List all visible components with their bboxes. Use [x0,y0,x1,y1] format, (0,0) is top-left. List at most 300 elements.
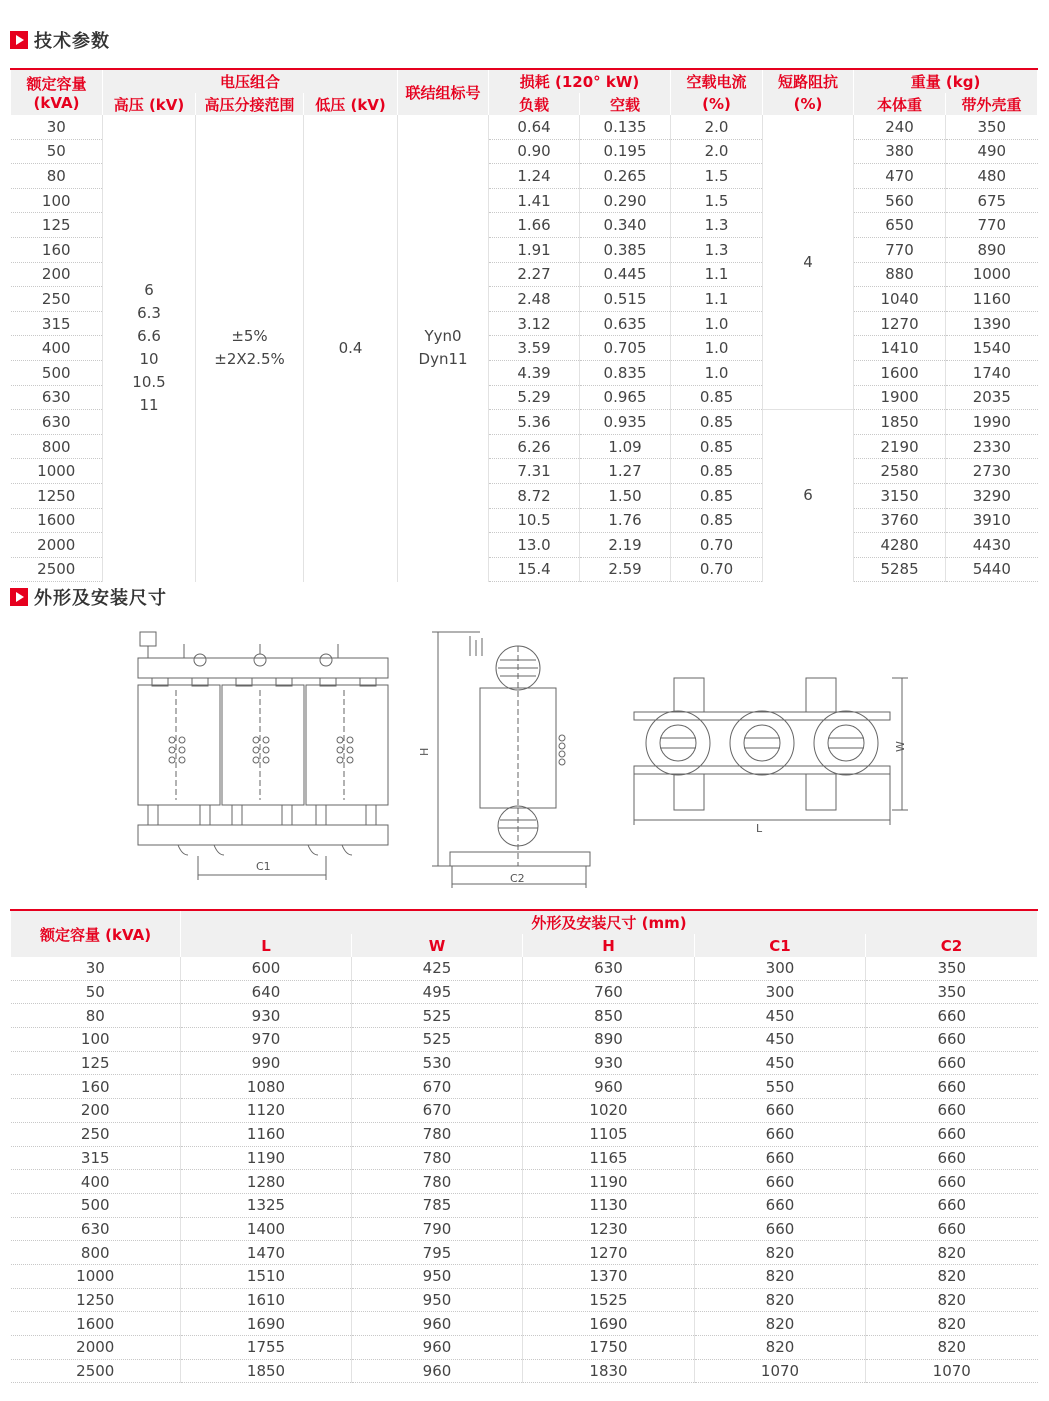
cell-enclosed-weight: 4430 [946,533,1038,558]
cell-noload-current: 0.85 [671,385,763,410]
header-noload-loss: 空载 [580,93,671,115]
cell-capacity: 200 [11,262,103,287]
cell-impedance: 4 [763,115,854,410]
cell-capacity: 80 [11,164,103,189]
header-c2: C2 [866,934,1038,957]
cell-h: 1270 [523,1241,695,1265]
cell-body-weight: 1410 [854,336,946,361]
table-row [11,1264,1038,1288]
cell-c2: 660 [866,1004,1038,1028]
cell-capacity: 1600 [11,508,103,533]
cell-noload-loss: 0.835 [580,360,671,385]
cell-c1: 660 [695,1099,866,1123]
table-row [11,1359,1038,1383]
cell-noload-current: 1.1 [671,262,763,287]
header-load-loss: 负载 [489,93,580,115]
cell-cap: 1000 [11,1264,181,1288]
cell-c1: 820 [695,1336,866,1360]
cell-noload-loss: 0.135 [580,115,671,139]
merged-value: 10 [139,350,159,369]
merged-value: ±5% [231,327,268,346]
cell-capacity: 315 [11,311,103,336]
merged-value: 6.6 [137,327,161,346]
cell-load-loss: 1.91 [489,237,580,262]
header-rated-capacity: 额定容量 (kVA) [11,910,181,957]
cell-c1: 450 [695,1004,866,1028]
cell-c1: 820 [695,1264,866,1288]
cell-c1: 660 [695,1217,866,1241]
side-view-drawing [420,626,600,888]
cell-cap: 315 [11,1146,181,1170]
cell-noload-current: 0.85 [671,483,763,508]
section-title-dimensions [10,585,167,609]
cell-h: 1690 [523,1312,695,1336]
header-voltage-group: 电压组合 [103,69,398,93]
cell-c1: 660 [695,1146,866,1170]
table-row [11,957,1038,980]
cell-l: 1190 [181,1146,352,1170]
header-loss: 损耗 (120° kW) [489,69,671,93]
cell-c2: 820 [866,1288,1038,1312]
header-rated-capacity [11,69,103,115]
cell-cap: 50 [11,980,181,1004]
cell-body-weight: 4280 [854,533,946,558]
cell-enclosed-weight: 3910 [946,508,1038,533]
outline-drawings [0,620,1049,900]
cell-enclosed-weight: 3290 [946,483,1038,508]
cell-body-weight: 650 [854,213,946,238]
cell-body-weight: 880 [854,262,946,287]
cell-h: 1750 [523,1336,695,1360]
cell-c2: 1070 [866,1359,1038,1383]
header-impedance-unit: (%) [763,93,854,115]
cell-enclosed-weight: 350 [946,115,1038,139]
cell-h: 1370 [523,1264,695,1288]
table-row [11,1193,1038,1217]
cell-noload-loss: 0.515 [580,287,671,312]
cell-noload-current: 0.85 [671,508,763,533]
cell-load-loss: 0.64 [489,115,580,139]
cell-impedance: 6 [763,410,854,582]
cell-w: 780 [352,1122,523,1146]
cell-capacity: 1000 [11,459,103,484]
cell-enclosed-weight: 5440 [946,557,1038,582]
cell-noload-loss: 1.50 [580,483,671,508]
cell-body-weight: 3760 [854,508,946,533]
cell-c1: 550 [695,1075,866,1099]
cell-h: 1830 [523,1359,695,1383]
cell-enclosed-weight: 675 [946,188,1038,213]
cell-cap: 160 [11,1075,181,1099]
cell-h: 1190 [523,1170,695,1194]
merged-value: 10.5 [132,373,166,392]
cell-enclosed-weight: 1540 [946,336,1038,361]
cell-capacity: 800 [11,434,103,459]
cell-capacity: 50 [11,139,103,164]
cell-l: 1510 [181,1264,352,1288]
dim-label-c1: C1 [256,860,271,873]
header-noload-current: 空载电流 [671,69,763,93]
cell-capacity: 30 [11,115,103,139]
cell-noload-current: 0.85 [671,434,763,459]
cell-c2: 820 [866,1264,1038,1288]
cell-l: 1120 [181,1099,352,1123]
cell-w: 670 [352,1075,523,1099]
table-row [11,1004,1038,1028]
section-title-tech-params [10,28,110,52]
play-arrow-icon [10,31,28,49]
table-row [11,1122,1038,1146]
cell-noload-loss: 0.635 [580,311,671,336]
merged-value: 6.3 [137,304,161,323]
merged-value: ±2X2.5% [214,350,285,369]
cell-w: 525 [352,1028,523,1052]
cell-l: 640 [181,980,352,1004]
cell-h: 1105 [523,1122,695,1146]
cell-enclosed-weight: 490 [946,139,1038,164]
cell-c2: 350 [866,980,1038,1004]
cell-c1: 820 [695,1288,866,1312]
cell-load-loss: 3.12 [489,311,580,336]
cell-enclosed-weight: 770 [946,213,1038,238]
header-noload-current-unit: (%) [671,93,763,115]
cell-enclosed-weight: 1000 [946,262,1038,287]
cell-body-weight: 1600 [854,360,946,385]
table-row [11,1241,1038,1265]
cell-c2: 660 [866,1028,1038,1052]
cell-h: 960 [523,1075,695,1099]
cell-l: 1610 [181,1288,352,1312]
cell-l: 1160 [181,1122,352,1146]
cell-noload-loss: 0.265 [580,164,671,189]
cell-body-weight: 1270 [854,311,946,336]
cell-noload-current: 1.3 [671,213,763,238]
cell-enclosed-weight: 890 [946,237,1038,262]
cell-noload-current: 1.3 [671,237,763,262]
cell-noload-loss: 0.705 [580,336,671,361]
cell-cap: 2000 [11,1336,181,1360]
cell-noload-current: 2.0 [671,115,763,139]
cell-noload-current: 1.0 [671,336,763,361]
table-row [11,1075,1038,1099]
dim-label-w: W [894,741,907,752]
table-row [11,1288,1038,1312]
cell-c2: 660 [866,1193,1038,1217]
dimensions-body [11,957,1038,1383]
cell-load-loss: 0.90 [489,139,580,164]
cell-capacity: 250 [11,287,103,312]
cell-noload-loss: 0.340 [580,213,671,238]
cell-noload-loss: 0.965 [580,385,671,410]
table-row [11,1217,1038,1241]
cell-l: 1850 [181,1359,352,1383]
header-unit: (kVA) [33,94,80,112]
cell-enclosed-weight: 2730 [946,459,1038,484]
cell-noload-loss: 0.935 [580,410,671,435]
cell-noload-current: 1.1 [671,287,763,312]
cell-h: 1020 [523,1099,695,1123]
cell-body-weight: 560 [854,188,946,213]
cell-noload-loss: 0.290 [580,188,671,213]
cell-w: 495 [352,980,523,1004]
top-view-drawing [630,670,915,840]
table-row [11,1170,1038,1194]
cell-cap: 1600 [11,1312,181,1336]
cell-c2: 820 [866,1312,1038,1336]
cell-l: 1280 [181,1170,352,1194]
cell-noload-current: 0.70 [671,533,763,558]
cell-cap: 80 [11,1004,181,1028]
cell-load-loss: 15.4 [489,557,580,582]
cell-h: 1230 [523,1217,695,1241]
cell-load-loss: 1.41 [489,188,580,213]
cell-h: 1165 [523,1146,695,1170]
cell-c2: 660 [866,1051,1038,1075]
cell-w: 960 [352,1359,523,1383]
cell-tap-range [196,115,304,582]
cell-c1: 1070 [695,1359,866,1383]
header-h: H [523,934,695,957]
cell-w: 950 [352,1264,523,1288]
cell-cap: 125 [11,1051,181,1075]
cell-w: 785 [352,1193,523,1217]
merged-value: Dyn11 [418,350,468,369]
cell-lv: 0.4 [304,115,398,582]
merged-value: 6 [144,281,154,300]
cell-l: 1690 [181,1312,352,1336]
cell-body-weight: 1040 [854,287,946,312]
cell-load-loss: 5.29 [489,385,580,410]
play-arrow-icon [10,588,28,606]
cell-c1: 450 [695,1028,866,1052]
cell-c2: 660 [866,1217,1038,1241]
cell-body-weight: 5285 [854,557,946,582]
cell-noload-loss: 0.195 [580,139,671,164]
dimensions-table [10,909,1038,1383]
cell-c2: 660 [866,1122,1038,1146]
tech-params-body [11,115,1038,582]
cell-load-loss: 1.24 [489,164,580,189]
tech-params-table [10,68,1038,582]
cell-enclosed-weight: 2035 [946,385,1038,410]
cell-w: 780 [352,1170,523,1194]
cell-c2: 660 [866,1075,1038,1099]
cell-enclosed-weight: 1160 [946,287,1038,312]
cell-w: 530 [352,1051,523,1075]
cell-enclosed-weight: 2330 [946,434,1038,459]
cell-load-loss: 10.5 [489,508,580,533]
header-vector-group: 联结组标号 [398,69,489,115]
dim-label-h: H [418,747,431,756]
cell-load-loss: 1.66 [489,213,580,238]
header-tap-range: 高压分接范围 [196,93,304,115]
cell-c1: 300 [695,980,866,1004]
cell-h: 760 [523,980,695,1004]
header-lv: 低压 (kV) [304,93,398,115]
cell-body-weight: 470 [854,164,946,189]
header-w: W [352,934,523,957]
cell-load-loss: 2.27 [489,262,580,287]
cell-w: 950 [352,1288,523,1312]
cell-load-loss: 5.36 [489,410,580,435]
cell-capacity: 2000 [11,533,103,558]
cell-l: 600 [181,957,352,980]
cell-l: 930 [181,1004,352,1028]
table-row [11,1146,1038,1170]
cell-c2: 660 [866,1146,1038,1170]
cell-c2: 820 [866,1241,1038,1265]
cell-body-weight: 1850 [854,410,946,435]
cell-c1: 660 [695,1170,866,1194]
cell-c1: 300 [695,957,866,980]
dim-label-c2: C2 [510,872,525,885]
cell-capacity: 630 [11,410,103,435]
cell-h: 890 [523,1028,695,1052]
cell-capacity: 100 [11,188,103,213]
cell-hv [103,115,196,582]
dim-label-l: L [756,822,763,835]
cell-load-loss: 2.48 [489,287,580,312]
cell-w: 425 [352,957,523,980]
cell-w: 780 [352,1146,523,1170]
cell-noload-current: 1.5 [671,164,763,189]
cell-cap: 500 [11,1193,181,1217]
table-row [11,1312,1038,1336]
cell-capacity: 1250 [11,483,103,508]
header-c1: C1 [695,934,866,957]
section-title-text: 技术参数 [34,31,110,52]
header-body-weight: 本体重 [854,93,946,115]
cell-w: 670 [352,1099,523,1123]
cell-w: 960 [352,1312,523,1336]
cell-cap: 100 [11,1028,181,1052]
cell-body-weight: 2190 [854,434,946,459]
cell-c1: 820 [695,1241,866,1265]
cell-load-loss: 7.31 [489,459,580,484]
cell-l: 1755 [181,1336,352,1360]
cell-noload-loss: 1.76 [580,508,671,533]
cell-h: 930 [523,1051,695,1075]
cell-w: 525 [352,1004,523,1028]
cell-c2: 660 [866,1099,1038,1123]
cell-noload-current: 2.0 [671,139,763,164]
header-dimensions-group: 外形及安装尺寸 (mm) [181,910,1038,934]
front-view-drawing [130,630,395,880]
header-l: L [181,934,352,957]
cell-noload-loss: 2.19 [580,533,671,558]
section-title-text: 外形及安装尺寸 [34,588,167,609]
cell-noload-current: 0.85 [671,459,763,484]
cell-noload-loss: 0.445 [580,262,671,287]
cell-w: 790 [352,1217,523,1241]
cell-noload-current: 1.0 [671,360,763,385]
cell-l: 970 [181,1028,352,1052]
cell-c1: 660 [695,1122,866,1146]
cell-capacity: 2500 [11,557,103,582]
table-row [11,980,1038,1004]
cell-enclosed-weight: 1990 [946,410,1038,435]
cell-body-weight: 3150 [854,483,946,508]
merged-value: Yyn0 [424,327,462,346]
merged-value: 11 [139,396,159,415]
cell-cap: 630 [11,1217,181,1241]
cell-capacity: 500 [11,360,103,385]
header-enclosed-weight: 带外壳重 [946,93,1038,115]
cell-l: 1080 [181,1075,352,1099]
cell-h: 850 [523,1004,695,1028]
header-hv: 高压 (kV) [103,93,196,115]
cell-cap: 250 [11,1122,181,1146]
cell-c1: 450 [695,1051,866,1075]
cell-h: 630 [523,957,695,980]
cell-capacity: 125 [11,213,103,238]
cell-noload-loss: 1.27 [580,459,671,484]
cell-l: 1325 [181,1193,352,1217]
cell-noload-current: 0.85 [671,410,763,435]
cell-load-loss: 3.59 [489,336,580,361]
header-weight: 重量 (kg) [854,69,1038,93]
table-row [11,1028,1038,1052]
cell-enclosed-weight: 1740 [946,360,1038,385]
table-row [11,1336,1038,1360]
cell-noload-current: 1.0 [671,311,763,336]
cell-body-weight: 2580 [854,459,946,484]
cell-body-weight: 770 [854,237,946,262]
cell-cap: 2500 [11,1359,181,1383]
cell-noload-current: 1.5 [671,188,763,213]
cell-c1: 660 [695,1193,866,1217]
cell-c1: 820 [695,1312,866,1336]
header-impedance: 短路阻抗 [763,69,854,93]
cell-h: 1130 [523,1193,695,1217]
cell-cap: 1250 [11,1288,181,1312]
cell-load-loss: 13.0 [489,533,580,558]
cell-load-loss: 4.39 [489,360,580,385]
cell-enclosed-weight: 480 [946,164,1038,189]
cell-w: 795 [352,1241,523,1265]
cell-capacity: 400 [11,336,103,361]
cell-c2: 350 [866,957,1038,980]
cell-l: 990 [181,1051,352,1075]
cell-capacity: 630 [11,385,103,410]
cell-w: 960 [352,1336,523,1360]
cell-noload-loss: 1.09 [580,434,671,459]
cell-h: 1525 [523,1288,695,1312]
cell-noload-current: 0.70 [671,557,763,582]
table-row [11,115,1038,139]
header-text: 额定容量 [26,75,87,93]
cell-vector-group [398,115,489,582]
cell-enclosed-weight: 1390 [946,311,1038,336]
cell-c2: 660 [866,1170,1038,1194]
cell-cap: 200 [11,1099,181,1123]
cell-cap: 800 [11,1241,181,1265]
cell-body-weight: 1900 [854,385,946,410]
cell-body-weight: 380 [854,139,946,164]
cell-capacity: 160 [11,237,103,262]
cell-c2: 820 [866,1336,1038,1360]
cell-noload-loss: 0.385 [580,237,671,262]
cell-noload-loss: 2.59 [580,557,671,582]
cell-load-loss: 8.72 [489,483,580,508]
cell-cap: 30 [11,957,181,980]
cell-l: 1470 [181,1241,352,1265]
cell-l: 1400 [181,1217,352,1241]
cell-load-loss: 6.26 [489,434,580,459]
cell-body-weight: 240 [854,115,946,139]
table-row [11,1051,1038,1075]
table-row [11,1099,1038,1123]
